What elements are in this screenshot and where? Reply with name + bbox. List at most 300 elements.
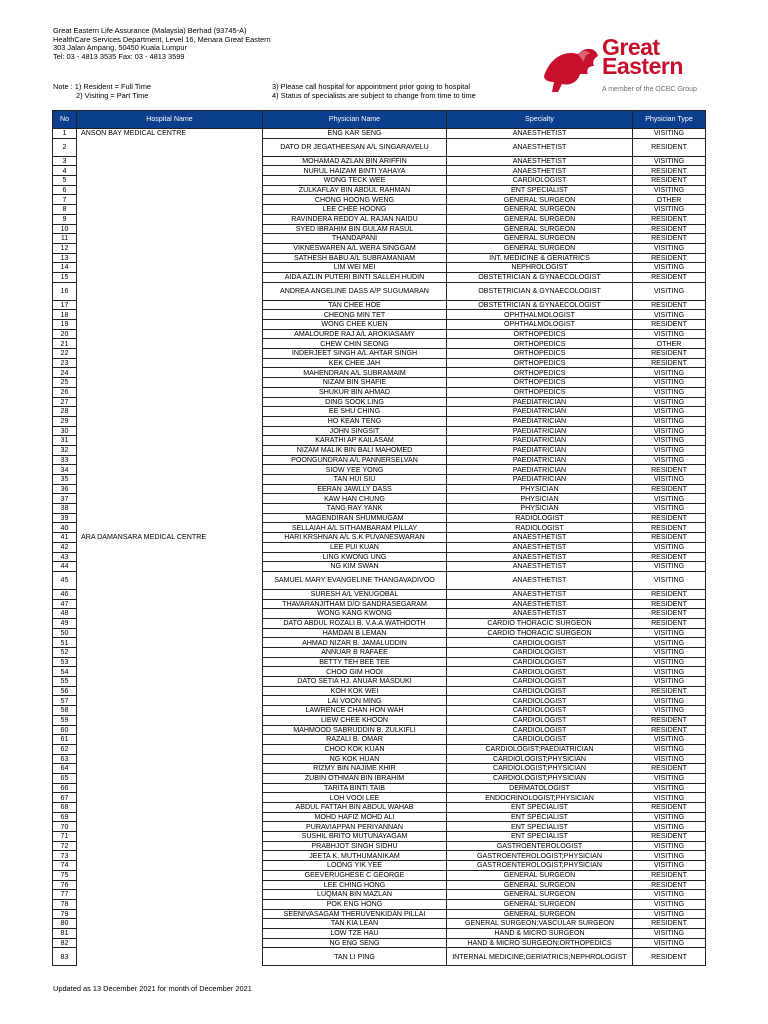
physician-type: VISITING (633, 310, 706, 320)
specialty: CARDIOLOGIST (447, 657, 633, 667)
physician-name: MAHMOOD SABRUDDIN B. ZULKIFLI (263, 725, 447, 735)
physician-type: RESIDENT (633, 349, 706, 359)
specialty: ANAESTHETIST (447, 129, 633, 139)
physician-name: LIEW CHEE KHOON (263, 715, 447, 725)
physician-type: RESIDENT (633, 253, 706, 263)
row-number: 77 (53, 890, 77, 900)
physician-name: PRABHJOT SINGH SIDHU (263, 841, 447, 851)
physician-name: RIZMY BIN NAJIME KHIR (263, 764, 447, 774)
row-number: 55 (53, 677, 77, 687)
specialty: ANAESTHETIST (447, 562, 633, 572)
physician-name: ZUBIN OTHMAN BIN IBRAHIM (263, 773, 447, 783)
note-status: 4) Status of specialists are subject to change from time to time (272, 91, 476, 100)
physician-type: VISITING (633, 504, 706, 514)
row-number: 76 (53, 880, 77, 890)
row-number: 73 (53, 851, 77, 861)
row-number: 67 (53, 793, 77, 803)
specialty: RADIOLOGIST (447, 523, 633, 533)
physician-name: NIZAM MALIK BIN BALI MAHOMED (263, 445, 447, 455)
specialty: ENT SPECIALIST (447, 812, 633, 822)
physician-name: NG KOK HUAN (263, 754, 447, 764)
specialty: PAEDIATRICIAN (447, 426, 633, 436)
physician-name: EERAN JAWLLY DASS (263, 484, 447, 494)
specialty: ORTHOPEDICS (447, 329, 633, 339)
specialty: GENERAL SURGEON (447, 899, 633, 909)
physician-type: VISITING (633, 657, 706, 667)
specialty: GASTROENTEROLOGIST;PHYSICIAN (447, 861, 633, 871)
row-number: 9 (53, 214, 77, 224)
specialty: ANAESTHETIST (447, 571, 633, 589)
physician-type: VISITING (633, 677, 706, 687)
specialty: ANAESTHETIST (447, 138, 633, 156)
row-number: 29 (53, 416, 77, 426)
physician-type: VISITING (633, 822, 706, 832)
physician-type: VISITING (633, 426, 706, 436)
physician-name: WONG KANG KWONG (263, 609, 447, 619)
row-number: 46 (53, 589, 77, 599)
row-number: 16 (53, 282, 77, 300)
row-number: 2 (53, 138, 77, 156)
row-number: 26 (53, 387, 77, 397)
col-physician-name: Physician Name (263, 111, 447, 129)
row-number: 52 (53, 648, 77, 658)
row-number: 17 (53, 300, 77, 310)
specialty: INT. MEDICINE & GERIATRICS (447, 253, 633, 263)
physician-type: VISITING (633, 638, 706, 648)
physician-name: GEEVERUGHESE C GEORGE (263, 870, 447, 880)
physician-type: RESIDENT (633, 224, 706, 234)
physician-name: SELLAIAH A/L SITHAMBARAM PILLAY (263, 523, 447, 533)
row-number: 28 (53, 407, 77, 417)
physician-name: NIZAM BIN SHAFIE (263, 378, 447, 388)
col-physician-type: Physician Type (633, 111, 706, 129)
physician-name: LAI VOON MING (263, 696, 447, 706)
physician-type: VISITING (633, 494, 706, 504)
row-number: 61 (53, 735, 77, 745)
row-number: 45 (53, 571, 77, 589)
row-number: 35 (53, 475, 77, 485)
physician-name: RAVINDERA REDDY AL RAJAN NAIDU (263, 214, 447, 224)
specialty: ENT SPECIALIST (447, 822, 633, 832)
physician-type: RESIDENT (633, 686, 706, 696)
physician-name: CHEW CHIN SEONG (263, 339, 447, 349)
physician-name: SHUKUR BIN AHMAD (263, 387, 447, 397)
physician-type: RESIDENT (633, 948, 706, 966)
logo-word-eastern: Eastern (602, 53, 683, 79)
physician-type: VISITING (633, 156, 706, 166)
physician-type: RESIDENT (633, 272, 706, 282)
physician-name: SUSHIL BRITO MUTUNAYAGAM (263, 832, 447, 842)
physician-name: LOONG YIK YEE (263, 861, 447, 871)
physician-name: CHOO KOK KUAN (263, 744, 447, 754)
row-number: 64 (53, 764, 77, 774)
physician-type: VISITING (633, 455, 706, 465)
specialty: CARDIOLOGIST (447, 686, 633, 696)
physician-type: RESIDENT (633, 832, 706, 842)
row-number: 39 (53, 513, 77, 523)
physician-type: RESIDENT (633, 880, 706, 890)
physician-name: KARATHI AP KAILASAM (263, 436, 447, 446)
specialty: ANAESTHETIST (447, 156, 633, 166)
physician-type: VISITING (633, 648, 706, 658)
physician-name: DATO ABDUL ROZALI B. V.A.A.WATHOOTH (263, 618, 447, 628)
physician-type: VISITING (633, 735, 706, 745)
note-visiting: 2) Visiting = Part Time (76, 91, 149, 100)
physician-type: RESIDENT (633, 599, 706, 609)
row-number: 6 (53, 185, 77, 195)
specialty: CARDIOLOGIST (447, 715, 633, 725)
physician-type: VISITING (633, 397, 706, 407)
physician-type: RESIDENT (633, 320, 706, 330)
specialty: PAEDIATRICIAN (447, 416, 633, 426)
physician-name: SYED IBRAHIM BIN GULAM RASUL (263, 224, 447, 234)
row-number: 74 (53, 861, 77, 871)
physician-name: TAN CHEE HOE (263, 300, 447, 310)
row-number: 56 (53, 686, 77, 696)
row-number: 53 (53, 657, 77, 667)
physician-name: JEETA K. MUTHUMANIKAM (263, 851, 447, 861)
specialty: GENERAL SURGEON (447, 880, 633, 890)
specialty: OBSTETRICIAN & GYNAECOLOGIST (447, 272, 633, 282)
row-number: 58 (53, 706, 77, 716)
specialty: GENERAL SURGEON;VASCULAR SURGEON (447, 919, 633, 929)
physician-name: SAMUEL MARY EVANGELINE THANGAVADIVOO (263, 571, 447, 589)
physician-name: TARITA BINTI TAIB (263, 783, 447, 793)
note-resident: Note : 1) Resident = Full Time (53, 82, 151, 91)
physician-table (52, 110, 706, 966)
row-number: 31 (53, 436, 77, 446)
row-number: 49 (53, 618, 77, 628)
specialty: PAEDIATRICIAN (447, 436, 633, 446)
row-number: 38 (53, 504, 77, 514)
specialty: PHYSICIAN (447, 484, 633, 494)
physician-name: JOHN SINGSIT (263, 426, 447, 436)
physician-type: RESIDENT (633, 513, 706, 523)
row-number: 82 (53, 938, 77, 948)
physician-name: HO KEAN TENG (263, 416, 447, 426)
physician-type: VISITING (633, 129, 706, 139)
table-row (53, 129, 706, 139)
physician-name: MOHD HAFIZ MOHD ALI (263, 812, 447, 822)
physician-type: RESIDENT (633, 166, 706, 176)
logo-wordmark (602, 34, 683, 79)
row-number: 65 (53, 773, 77, 783)
notes-left (53, 82, 151, 100)
physician-type: VISITING (633, 851, 706, 861)
specialty: PAEDIATRICIAN (447, 475, 633, 485)
physician-type: VISITING (633, 696, 706, 706)
physician-name: CHONG HOONG WENG (263, 195, 447, 205)
row-number: 69 (53, 812, 77, 822)
specialty: CARDIOLOGIST (447, 725, 633, 735)
physician-name: LEE CHING HONG (263, 880, 447, 890)
physician-type: VISITING (633, 783, 706, 793)
physician-type: RESIDENT (633, 176, 706, 186)
row-number: 51 (53, 638, 77, 648)
physician-name: ZULKAFLAY BIN ABDUL RAHMAN (263, 185, 447, 195)
physician-type: RESIDENT (633, 803, 706, 813)
physician-type: RESIDENT (633, 358, 706, 368)
physician-name: TAN HUI SIU (263, 475, 447, 485)
row-number: 20 (53, 329, 77, 339)
specialty: ORTHOPEDICS (447, 378, 633, 388)
row-number: 71 (53, 832, 77, 842)
updated-note: Updated as 13 December 2021 for month of December 2021 (53, 984, 252, 993)
company-address-block (53, 27, 271, 61)
physician-name: LOH VOOI LEE (263, 793, 447, 803)
physician-name: THAVARANJITHAM D/O SANDRASEGARAM (263, 599, 447, 609)
physician-name: KOH KOK WEI (263, 686, 447, 696)
row-number: 4 (53, 166, 77, 176)
specialty: ANAESTHETIST (447, 609, 633, 619)
physician-name: INDERJEET SINGH A/L AHTAR SINGH (263, 349, 447, 359)
specialty: PHYSICIAN (447, 504, 633, 514)
table-body (53, 129, 706, 966)
specialty: HAND & MICRO SURGEON (447, 928, 633, 938)
specialty: CARDIOLOGIST (447, 677, 633, 687)
col-specialty: Specialty (447, 111, 633, 129)
physician-type: VISITING (633, 793, 706, 803)
physician-name: MAHENDRAN A/L SUBRAMAIM (263, 368, 447, 378)
row-number: 50 (53, 628, 77, 638)
physician-type: RESIDENT (633, 484, 706, 494)
row-number: 37 (53, 494, 77, 504)
physician-name: NG ENG SENG (263, 938, 447, 948)
specialty: PAEDIATRICIAN (447, 397, 633, 407)
col-no: No (53, 111, 77, 129)
specialty: RADIOLOGIST (447, 513, 633, 523)
physician-type: RESIDENT (633, 523, 706, 533)
row-number: 13 (53, 253, 77, 263)
physician-name: TANG RAY YANK (263, 504, 447, 514)
specialty: ENT SPECIALIST (447, 832, 633, 842)
physician-type: VISITING (633, 667, 706, 677)
physician-name: LIM WEI MEI (263, 263, 447, 273)
physician-name: MOHAMAD AZLAN BIN ARIFFIN (263, 156, 447, 166)
specialty: ENT SPECIALIST (447, 185, 633, 195)
physician-name: SATHESH BABU A/L SUBRAMANIAM (263, 253, 447, 263)
row-number: 14 (53, 263, 77, 273)
specialty: CARDIOLOGIST;PHYSICIAN (447, 764, 633, 774)
specialty: GENERAL SURGEON (447, 195, 633, 205)
row-number: 27 (53, 397, 77, 407)
physician-type: RESIDENT (633, 725, 706, 735)
physician-type: RESIDENT (633, 234, 706, 244)
physician-name: CHOO GIM HOOI (263, 667, 447, 677)
notes-right (272, 82, 476, 100)
specialty: OPHTHALMOLOGIST (447, 310, 633, 320)
physician-name: THANDAPANI (263, 234, 447, 244)
physician-type: VISITING (633, 445, 706, 455)
physician-name: LUQMAN BIN MAZLAN (263, 890, 447, 900)
physician-name: POK ENG HONG (263, 899, 447, 909)
physician-name: SIOW YEE YONG (263, 465, 447, 475)
specialty: ANAESTHETIST (447, 166, 633, 176)
row-number: 11 (53, 234, 77, 244)
physician-name: LING KWONG UNG (263, 552, 447, 562)
row-number: 33 (53, 455, 77, 465)
row-number: 40 (53, 523, 77, 533)
physician-type: RESIDENT (633, 919, 706, 929)
row-number: 32 (53, 445, 77, 455)
specialty: GENERAL SURGEON (447, 234, 633, 244)
specialty: CARDIOLOGIST (447, 706, 633, 716)
specialty: CARDIOLOGIST;PAEDIATRICIAN (447, 744, 633, 754)
row-number: 80 (53, 919, 77, 929)
physician-type: RESIDENT (633, 715, 706, 725)
physician-name: SEENIVASAGAM THERUVENKIDAN PILLAI (263, 909, 447, 919)
row-number: 3 (53, 156, 77, 166)
physician-type: VISITING (633, 841, 706, 851)
physician-type: VISITING (633, 185, 706, 195)
physician-name: ENG KAR SENG (263, 129, 447, 139)
physician-type: VISITING (633, 890, 706, 900)
physician-name: TAN LI PING (263, 948, 447, 966)
row-number: 36 (53, 484, 77, 494)
table-header-row (53, 111, 706, 129)
specialty: CARDIOLOGIST (447, 696, 633, 706)
physician-name: MAGENDIRAN SHUMMUGAM (263, 513, 447, 523)
physician-name: PURAVIAPPAN PERIYANNAN (263, 822, 447, 832)
specialty: GENERAL SURGEON (447, 890, 633, 900)
specialty: PHYSICIAN (447, 494, 633, 504)
row-number: 8 (53, 205, 77, 215)
physician-type: RESIDENT (633, 870, 706, 880)
specialty: OBSTETRICIAN & GYNAECOLOGIST (447, 300, 633, 310)
specialty: PAEDIATRICIAN (447, 465, 633, 475)
physician-type: VISITING (633, 706, 706, 716)
physician-name: LEE CHEE HOONG (263, 205, 447, 215)
row-number: 5 (53, 176, 77, 186)
row-number: 81 (53, 928, 77, 938)
row-number: 57 (53, 696, 77, 706)
row-number: 25 (53, 378, 77, 388)
physician-name: KAW HAN CHUNG (263, 494, 447, 504)
physician-name: SURESH A/L VENUGOBAL (263, 589, 447, 599)
logo-word-great: Great (602, 34, 660, 60)
row-number: 41 (53, 533, 77, 543)
physician-name: DING SOOK LING (263, 397, 447, 407)
physician-name: NG KIM SWAN (263, 562, 447, 572)
specialty: ANAESTHETIST (447, 552, 633, 562)
physician-type: VISITING (633, 282, 706, 300)
physician-type: VISITING (633, 387, 706, 397)
specialty: GENERAL SURGEON (447, 214, 633, 224)
note-appointment: 3) Please call hospital for appointment prior going to hospital (272, 82, 471, 91)
physician-name: WONG CHEE KUEN (263, 320, 447, 330)
logo-tagline: A member of the OCBC Group (602, 86, 697, 93)
physician-name: POONGUNDRAN A/L PANNERSELVAN (263, 455, 447, 465)
physician-type: VISITING (633, 909, 706, 919)
row-number: 1 (53, 129, 77, 139)
physician-type: RESIDENT (633, 589, 706, 599)
physician-type: VISITING (633, 205, 706, 215)
physician-type: RESIDENT (633, 138, 706, 156)
physician-type: VISITING (633, 928, 706, 938)
physician-type: VISITING (633, 436, 706, 446)
row-number: 60 (53, 725, 77, 735)
physician-type: VISITING (633, 542, 706, 552)
contact-line: Tel: 03 - 4813 3535 Fax: 03 - 4813 3599 (53, 51, 185, 61)
row-number: 7 (53, 195, 77, 205)
physician-name: EE SHU CHING (263, 407, 447, 417)
row-number: 10 (53, 224, 77, 234)
company-name: Great Eastern Life Assurance (Malaysia) Berhad (93745-A) (53, 26, 247, 35)
physician-type: RESIDENT (633, 552, 706, 562)
physician-name: DATO DR JEGATHEESAN A/L SINGARAVELU (263, 138, 447, 156)
specialty: ANAESTHETIST (447, 599, 633, 609)
row-number: 19 (53, 320, 77, 330)
physician-name: ABDUL FATTAH BIN ABDUL WAHAB (263, 803, 447, 813)
col-hospital-name: Hospital Name (77, 111, 263, 129)
physician-type: VISITING (633, 407, 706, 417)
specialty: ANAESTHETIST (447, 589, 633, 599)
row-number: 22 (53, 349, 77, 359)
specialty: ENDOCRINOLOGIST;PHYSICIAN (447, 793, 633, 803)
specialty: CARDIOLOGIST (447, 638, 633, 648)
great-eastern-logo (540, 34, 740, 102)
physician-name: VIKNESWAREN A/L WERA SINGGAM (263, 243, 447, 253)
address-line: 303 Jalan Ampang, 50450 Kuala Lumpur (53, 43, 187, 53)
physician-type: VISITING (633, 475, 706, 485)
lion-icon (540, 40, 602, 96)
physician-type: VISITING (633, 263, 706, 273)
specialty: ANAESTHETIST (447, 533, 633, 543)
specialty: ANAESTHETIST (447, 542, 633, 552)
physician-type: RESIDENT (633, 618, 706, 628)
row-number: 34 (53, 465, 77, 475)
physician-type: VISITING (633, 938, 706, 948)
physician-type: VISITING (633, 368, 706, 378)
physician-name: TAN KIA LEAN (263, 919, 447, 929)
physician-type: VISITING (633, 744, 706, 754)
physician-type: RESIDENT (633, 609, 706, 619)
physician-type: RESIDENT (633, 764, 706, 774)
specialty: CARDIOLOGIST (447, 648, 633, 658)
row-number: 44 (53, 562, 77, 572)
row-number: 42 (53, 542, 77, 552)
physician-name: AHMAD NIZAR B. JAMALUDDIN (263, 638, 447, 648)
specialty: GENERAL SURGEON (447, 909, 633, 919)
physician-name: HARI KRSHNAN A/L S.K PUVANESWARAN (263, 533, 447, 543)
physician-type: RESIDENT (633, 300, 706, 310)
physician-type: VISITING (633, 812, 706, 822)
specialty: ENT SPECIALIST (447, 803, 633, 813)
row-number: 47 (53, 599, 77, 609)
specialty: NEPHROLOGIST (447, 263, 633, 273)
physician-name: LEE PUI KUAN (263, 542, 447, 552)
physician-type: VISITING (633, 378, 706, 388)
physician-name: CHEONG MIN TET (263, 310, 447, 320)
specialty: GASTROENTEROLOGIST (447, 841, 633, 851)
row-number: 43 (53, 552, 77, 562)
physician-type: RESIDENT (633, 214, 706, 224)
physician-name: BETTY TEH BEE TEE (263, 657, 447, 667)
specialty: GENERAL SURGEON (447, 205, 633, 215)
physician-type: VISITING (633, 329, 706, 339)
physician-type: VISITING (633, 571, 706, 589)
physician-type: VISITING (633, 754, 706, 764)
hospital-name: ANSON BAY MEDICAL CENTRE (77, 129, 263, 533)
physician-name: ANNUAR B RAFAEE (263, 648, 447, 658)
specialty: ORTHOPEDICS (447, 349, 633, 359)
specialty: ORTHOPEDICS (447, 339, 633, 349)
row-number: 75 (53, 870, 77, 880)
specialty: OBSTETRICIAN & GYNAECOLOGIST (447, 282, 633, 300)
physician-type: VISITING (633, 628, 706, 638)
physician-name: LOW TZE HAU (263, 928, 447, 938)
row-number: 30 (53, 426, 77, 436)
